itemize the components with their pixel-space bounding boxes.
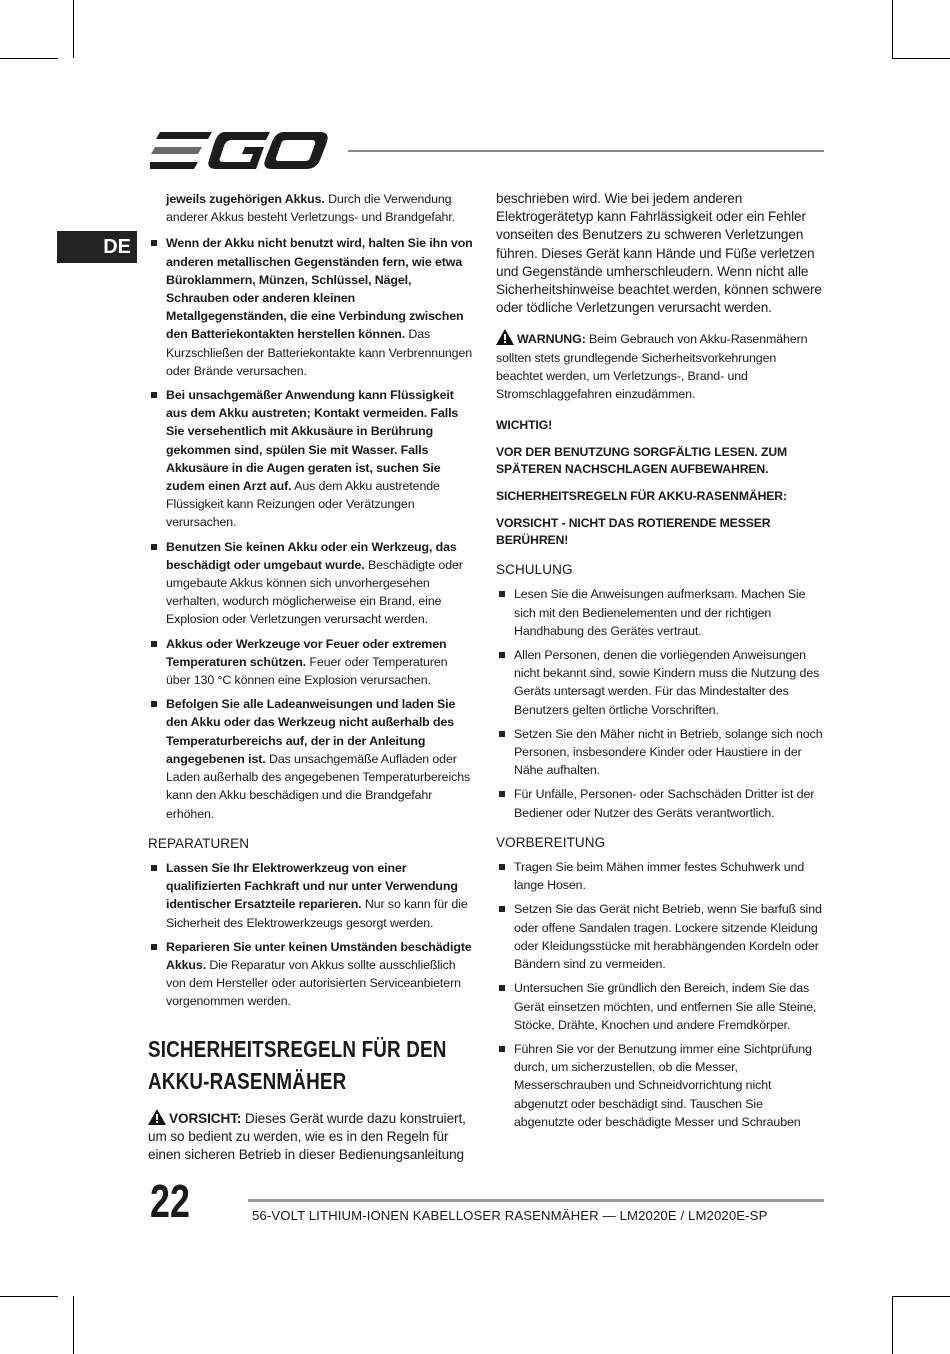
section-title (148, 1033, 476, 1097)
repair-list (148, 859, 474, 1011)
page-number: 22 (150, 1175, 190, 1227)
footer-rule (248, 1199, 824, 1202)
list-item: Akkus oder Werkzeuge vor Feuer oder extremen Temperaturen schützen. Feuer oder Temperaturen über 130 °C können eine Explosion verursachen. (148, 635, 474, 690)
safety-rules-heading: SICHERHEITSREGELN FÜR AKKU-RASENMÄHER: (496, 489, 787, 504)
training-list (496, 585, 826, 821)
warning-triangle-icon (496, 329, 514, 345)
caution-blade-notice: VORSICHT - NICHT DAS ROTIERENDE MESSER BERÜHREN! (496, 516, 771, 548)
preparation-list (496, 858, 826, 1131)
list-item: Benutzen Sie keinen Akku oder ein Werkzeug, das beschädigt oder umgebaut wurde. Beschädigte oder umgebaute Akkus können sich unvorhergesehen verhalten, wodurch möglicherweise ein Brand, eine Explosion oder Verletzungen verursacht werden. (148, 538, 474, 629)
list-item: Tragen Sie beim Mähen immer festes Schuhwerk und lange Hosen. (496, 858, 826, 894)
list-item: Bei unsachgemäßer Anwendung kann Flüssigkeit aus dem Akku austreten; Kontakt vermeiden. Falls Sie versehentlich mit Akkusäure in Berührung gekommen sind, spülen Sie mit Wasser. Falls Akkusäure in die Augen geraten ist, suchen Sie zudem einen Arzt auf. Aus dem Akku austretende Flüssigkeit kann Reizungen oder Verätzungen verursachen. (148, 386, 474, 532)
list-item: Reparieren Sie unter keinen Umständen beschädigte Akkus. Die Reparatur von Akkus sollte ausschließlich von dem Hersteller oder autorisierten Serviceanbietern vorgenommen werden. (148, 938, 474, 1011)
list-item: Lesen Sie die Anweisungen aufmerksam. Machen Sie sich mit den Bedienelementen und der richtigen Handhabung des Gerätes vertraut. (496, 585, 826, 640)
continued-paragraph: beschrieben wird. Wie bei jedem anderen Elektrogerätetyp kann Fahrlässigkeit oder ein Fehler vonseiten des Benutzers zu schweren Verletzungen führen. Dieses Gerät kann Hände und Füße verletzen und Gegenstände umherschleudern. Wenn nicht alle Sicherheitshinweise beachtet werden, können schwere oder tödliche Verletzungen verursacht werden. (496, 191, 822, 316)
caution-paragraph: VORSICHT: Dieses Gerät wurde dazu konstruiert, um so bedient zu werden, wie es in den Regeln für einen sicheren Betrieb in dieser Bedienungsanleitung (148, 1110, 466, 1162)
ego-logo (150, 130, 330, 172)
list-item: Setzen Sie das Gerät nicht Betrieb, wenn Sie barfuß sind oder offene Sandalen tragen. Lockere sitzende Kleidung oder Kleidungsstücke mit herabhängenden Kordeln oder Bändern sind zu vermeiden. (496, 900, 826, 973)
language-tab: DE (57, 231, 137, 263)
list-item: Befolgen Sie alle Ladeanweisungen und laden Sie den Akku oder das Werkzeug nicht außerhalb des Temperaturbereichs auf, der in der Anleitung angegebenen ist. Das unsachgemäße Aufladen oder Laden außerhalb des angegebenen Temperaturbereichs kann den Akku beschädigen und die Brandgefahr erhöhen. (148, 695, 474, 822)
list-item: Für Unfälle, Personen- oder Sachschäden Dritter ist der Bediener oder Nutzer des Geräts verantwortlich. (496, 785, 826, 821)
header-rule (348, 150, 824, 152)
repair-heading: REPARATUREN (148, 835, 250, 851)
important-label: WICHTIG! (496, 418, 553, 433)
list-item: Lassen Sie Ihr Elektrowerkzeug von einer qualifizierten Fachkraft und nur unter Verwendung identischer Ersatzteile reparieren. Nur so kann für die Sicherheit des Elektrowerkzeugs gesorgt werden. (148, 859, 474, 932)
list-item: Wenn der Akku nicht benutzt wird, halten Sie ihn von anderen metallischen Gegenständen fern, wie etwa Büroklammern, Münzen, Schlüssel, Nägel, Schrauben oder anderen kleinen Metallgegenständen, die eine Verbindung zwischen den Batteriekontakten herstellen können. Das Kurzschließen der Batteriekontakte kann Verbrennungen oder Brände verursachen. (148, 234, 474, 380)
read-carefully-notice: VOR DER BENUTZUNG SORGFÄLTIG LESEN. ZUM SPÄTEREN NACHSCHLAGEN AUFBEWAHREN. (496, 445, 788, 477)
training-heading: SCHULUNG (496, 562, 573, 578)
preparation-heading: VORBEREITUNG (496, 834, 606, 850)
left-column (148, 190, 474, 1174)
section-title-line: SICHERHEITSREGELN FÜR DEN (148, 1035, 447, 1062)
section-title-line: AKKU-RASENMÄHER (148, 1067, 347, 1094)
footer-title: 56-VOLT LITHIUM-IONEN KABELLOSER RASENMÄHER — LM2020E / LM2020E-SP (252, 1208, 768, 1223)
list-item: Untersuchen Sie gründlich den Bereich, indem Sie das Gerät einsetzen möchten, und entfernen Sie alle Steine, Stöcke, Drähte, Knochen und andere Fremdkörper. (496, 979, 826, 1034)
warning-paragraph: WARNUNG: Beim Gebrauch von Akku-Rasenmähern sollten stets grundlegende Sicherheitsvorkehrungen beachtet werden, um Verletzungs-, Brand- und Stromschlaggefahren einzudämmen. (496, 329, 826, 403)
warning-triangle-icon (148, 1109, 166, 1125)
right-column (496, 190, 826, 1137)
list-item: Führen Sie vor der Benutzung immer eine Sichtprüfung durch, um sicherzustellen, ob die Messer, Messerschrauben und Schneidvorrichtung nicht abgenutzt oder beschädigt sind. Tauschen Sie abgenutzte oder beschädigte Messer und Schrauben (496, 1040, 826, 1131)
battery-safety-list (148, 234, 474, 822)
list-item: Allen Personen, denen die vorliegenden Anweisungen nicht bekannt sind, sowie Kindern muss die Nutzung des Geräts untersagt werden. Für das Mindestalter des Benutzers gelten örtliche Vorschriften. (496, 646, 826, 719)
intro-paragraph: jeweils zugehörigen Akkus. Durch die Verwendung anderer Akkus besteht Verletzungs- und Brandgefahr. (166, 192, 456, 225)
list-item: Setzen Sie den Mäher nicht in Betrieb, solange sich noch Personen, insbesondere Kinder oder Haustiere in der Nähe aufhalten. (496, 725, 826, 780)
